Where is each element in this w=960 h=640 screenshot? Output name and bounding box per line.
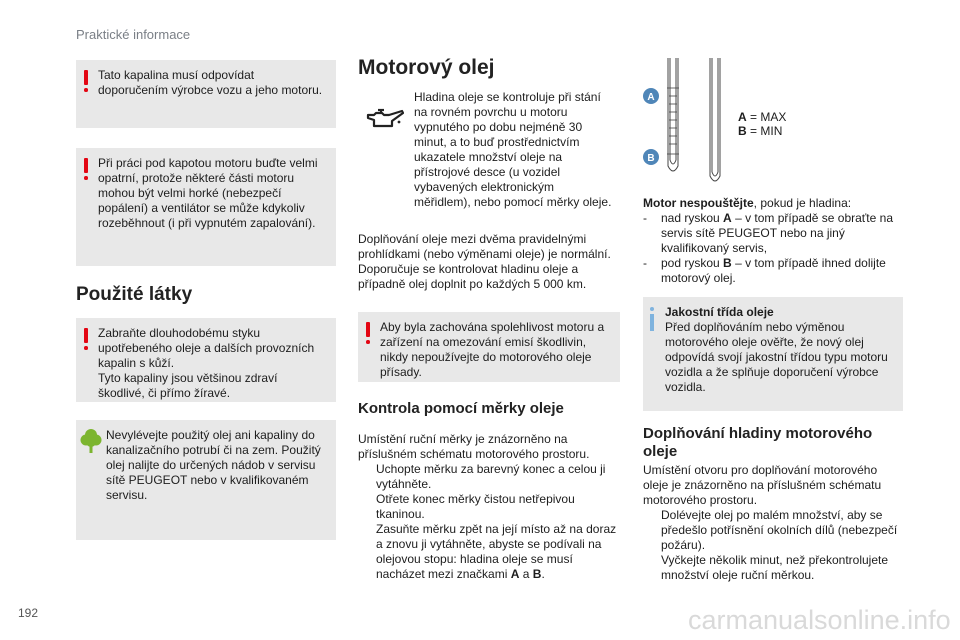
section-title: Praktické informace — [76, 27, 191, 42]
list-item: Zasuňte měrku zpět na její místo až na doraz a znovu ji vytáhněte, abyste se podívali na olejovou stopu: hladina oleje se musí nacházet mezi značkami A a B. — [376, 522, 617, 581]
info-title: Jakostní třída oleje — [665, 305, 774, 319]
engine-off-section — [643, 196, 905, 286]
mark-a: A — [723, 211, 732, 225]
topup-section — [643, 463, 905, 583]
warning-icon — [83, 328, 89, 350]
eco-text: Nevylévejte použitý olej ani kapaliny do kanalizačního potrubí či na zem. Použitý olej nalijte do určených nádob v servisu sítě PEUGEOT nebo v kvalifikovaném servisu. — [106, 428, 321, 502]
list-item: Otřete konec měrky čistou netřepivou tkaninou. — [376, 492, 575, 521]
legend-a-text: = MAX — [750, 110, 787, 124]
mark-a: A — [510, 567, 520, 581]
info-icon — [649, 307, 657, 331]
used-substances-heading: Použité látky — [76, 284, 193, 305]
engine-off-bold: Motor nespouštějte — [643, 196, 754, 210]
dipstick-legend — [738, 110, 786, 138]
warning-box-additives — [358, 312, 620, 382]
legend-b-text: = MIN — [750, 124, 783, 138]
mark-b: B — [532, 567, 542, 581]
dipstick-steps — [358, 462, 620, 582]
dash-bullet: - — [643, 211, 647, 225]
list-item: Uchopte měrku za barevný konec a celou ji vytáhněte. — [376, 462, 606, 491]
legend-a-letter: A — [738, 110, 747, 124]
list-item: - pod ryskou B – v tom případě ihned dolijte motorový olej. — [643, 256, 886, 285]
eco-tree-icon — [80, 428, 102, 454]
list-item: - nad ryskou A – v tom případě se obraťte na servis sítě PEUGEOT nebo na jiný kvalifikovaný servis, — [643, 211, 893, 255]
oil-can-icon — [366, 108, 404, 130]
page-number: 192 — [18, 606, 39, 620]
warning-text: Tyto kapaliny jsou většinou zdraví škodlivé, či přímo žíravé. — [98, 371, 278, 400]
page-title: Motorový olej — [358, 56, 495, 79]
topup-heading: Doplňování hladiny motorového oleje — [643, 425, 873, 460]
warning-text: Zabraňte dlouhodobému styku upotřebeného oleje a dalších provozních kapalin s kůží. — [98, 326, 315, 370]
badge-a: A — [647, 92, 655, 103]
intro-text: Hladina oleje se kontroluje při stání na rovném povrchu u motoru vypnutého po dobu nejméně 30 minut, a to buď prostřednictvím ukazatele množství oleje na přístrojové desce (u vozidel vybavených elektronickým měřidlem), nebo pomocí měrky oleje. — [414, 90, 612, 209]
warning-box-engine — [76, 148, 336, 266]
legend-b-letter: B — [738, 124, 747, 138]
warning-text: Tato kapalina musí odpovídat doporučením výrobce vozu a jeho motoru. — [98, 68, 323, 97]
topup-intro: Umístění otvoru pro doplňování motorového oleje je znázorněno na příslušném schématu motorového prostoru. — [643, 463, 882, 507]
engine-off-conditions — [643, 211, 905, 286]
badge-b: B — [647, 153, 655, 164]
warning-icon — [365, 322, 371, 344]
warning-icon — [83, 158, 89, 180]
level-marks — [667, 88, 679, 154]
dipstick-heading: Kontrola pomocí měrky oleje — [358, 400, 564, 417]
warning-icon — [83, 70, 89, 92]
topup-steps — [643, 508, 905, 583]
info-box-oil-grade — [643, 297, 903, 411]
warning-text: Aby byla zachována spolehlivost motoru a zařízení na omezování emisí škodlivin, nikdy nepoužívejte do motorového oleje přísady. — [380, 320, 605, 379]
warning-text: Při práci pod kapotou motoru buďte velmi opatrní, protože některé části motoru mohou být velmi horké (nebezpečí popálení) a ventilátor se může kdykoliv rozeběhnout (i při vypnutém zapalování). — [98, 156, 318, 230]
warning-box-fluid — [76, 60, 336, 128]
list-item: Vyčkejte několik minut, než překontrolujete množství oleje ruční měrkou. — [661, 553, 889, 582]
dipstick-blade-right — [710, 58, 720, 181]
refill-note: Doplňování oleje mezi dvěma pravidelnými prohlídkami (nebo výměnami oleje) je normální. Doporučuje se kontrolovat hladinu oleje a případně olej doplnit po každých 5 000 km. — [358, 232, 611, 291]
dipstick-section — [358, 432, 620, 582]
dash-bullet: - — [643, 256, 647, 270]
dipstick-intro: Umístění ruční měrky je znázorněno na příslušném schématu motorového prostoru. — [358, 432, 590, 461]
warning-box-skin — [76, 318, 336, 402]
engine-off-rest: , pokud je hladina: — [753, 196, 852, 210]
info-text: Před doplňováním nebo výměnou motorového oleje ověřte, že nový olej odpovídá svojí jakostní třídou typu motoru vozidla a že splňuje doporučení výrobce vozidla. — [665, 320, 888, 394]
dipstick-illustration — [640, 56, 740, 191]
eco-box — [76, 420, 336, 540]
list-item: Dolévejte olej po malém množství, aby se předešlo potřísnění okolních dílů (nebezpečí požáru). — [661, 508, 898, 552]
mark-b: B — [723, 256, 732, 270]
watermark: carmanualsonline.info — [688, 605, 951, 635]
